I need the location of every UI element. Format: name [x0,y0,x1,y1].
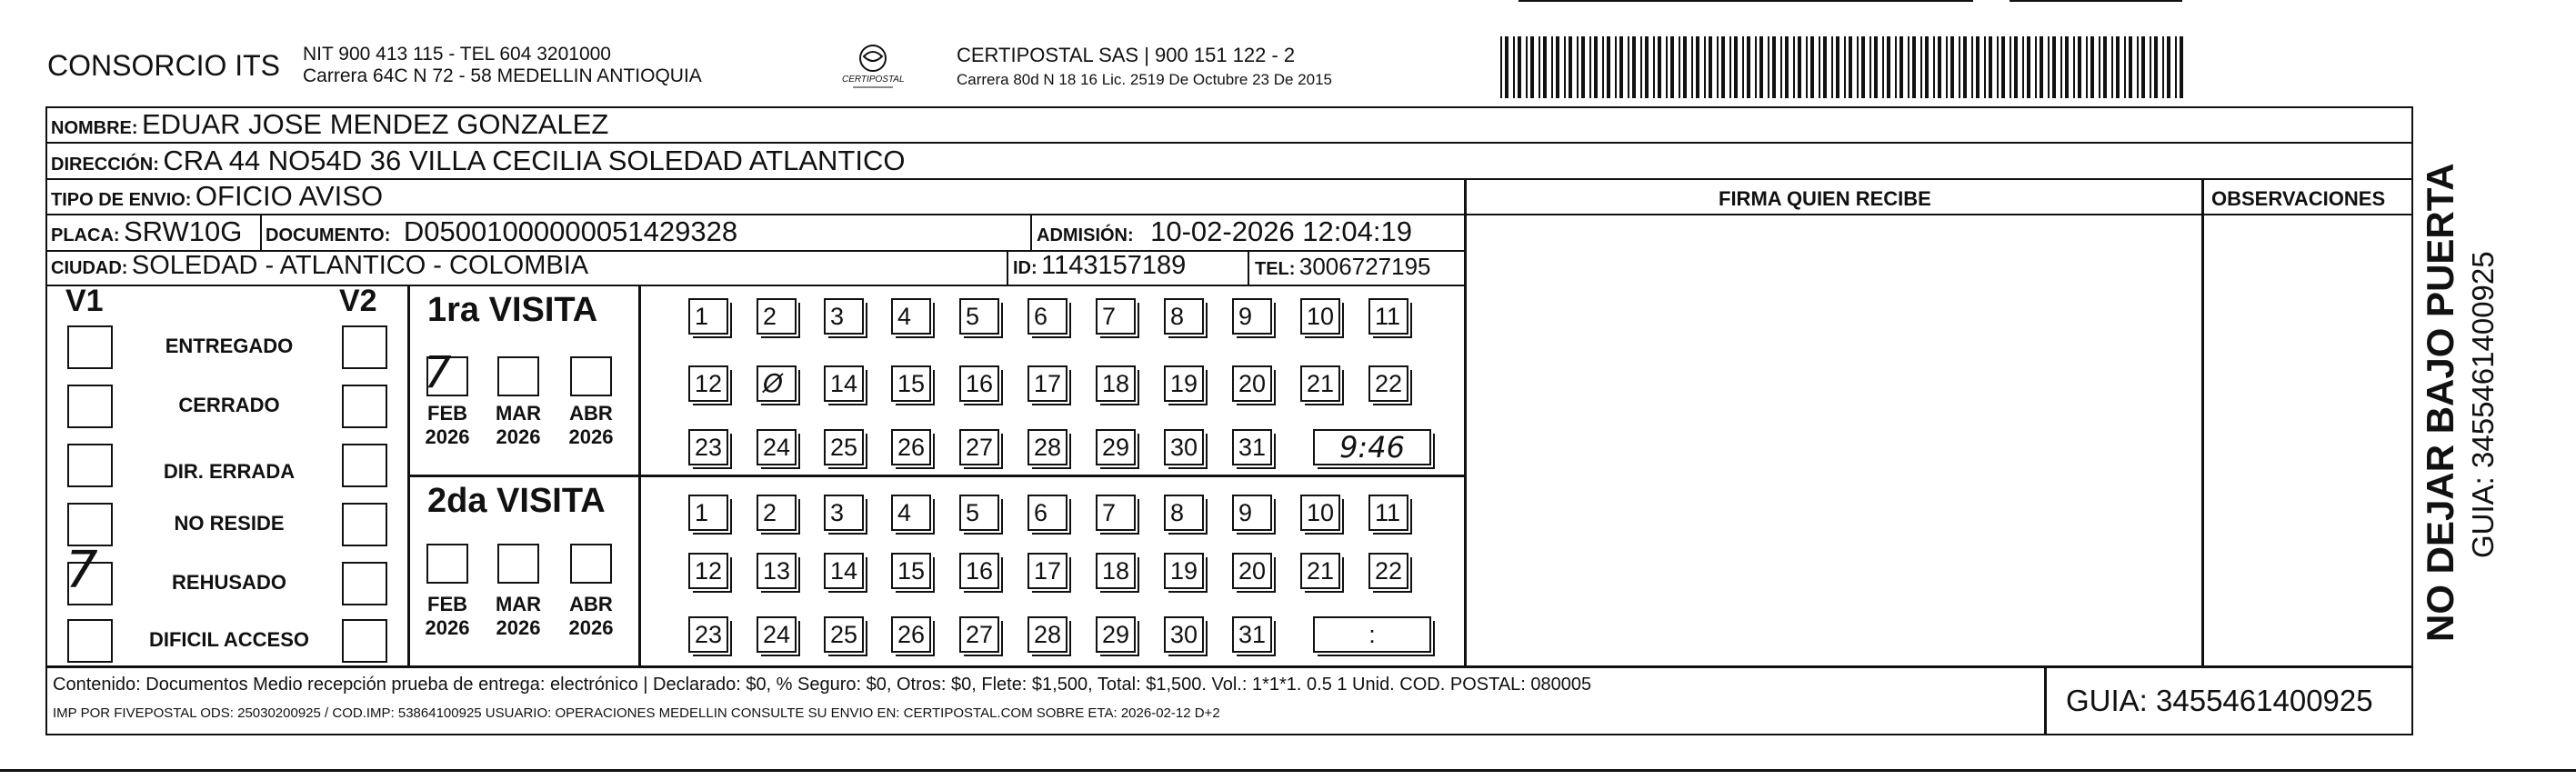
month-checkbox[interactable] [570,544,612,584]
day-box[interactable]: 23 [688,429,728,465]
barcode-bar [1768,36,1769,98]
day-box[interactable]: 24 [757,616,797,653]
barcode-bar [1658,36,1661,98]
barcode-bar [1628,36,1629,98]
barcode-bar [2167,36,2170,98]
admision-value: 10-02-2026 12:04:19 [1150,215,1412,247]
barcode-bar [1594,36,1598,98]
barcode-bar [1717,36,1719,98]
day-box[interactable]: 22 [1368,365,1408,402]
day-box[interactable]: 30 [1164,429,1204,465]
barcode-bar [1874,36,1878,98]
day-box[interactable]: 10 [1300,495,1340,531]
ciudad-label: CIUDAD: [51,258,128,278]
month-year: 2026 [568,616,614,639]
barcode-bar [1938,36,1941,98]
certipostal-logo [837,40,909,95]
day-box[interactable]: 16 [959,553,999,589]
day-box[interactable]: 19 [1164,553,1204,589]
month-label [559,593,623,640]
month-year: 2026 [496,425,541,448]
day-box[interactable]: 10 [1300,298,1340,335]
col-divider-placa [260,214,262,250]
barcode-bar [1810,36,1814,98]
barcode-bar [1530,36,1534,98]
day-box[interactable]: 8 [1164,298,1204,335]
barcode-bar [1721,36,1725,98]
barcode-bar [1679,36,1680,98]
day-box[interactable]: 16 [959,365,999,402]
barcode-bar [1526,36,1528,98]
barcode-bar [2022,36,2024,98]
day-box[interactable]: 2 [757,298,797,335]
barcode-bar [1696,36,1699,98]
status-option-label: DIR. ERRADA [163,460,296,483]
barcode-bar [2162,36,2164,98]
barcode-bar [2048,36,2050,98]
day-box[interactable]: 28 [1027,616,1067,653]
ciudad-row [51,251,588,281]
month-name: MAR [495,402,542,425]
month-checkbox[interactable] [497,356,539,396]
barcode-bar [1844,36,1846,98]
day-box[interactable]: 27 [959,429,999,465]
barcode-bar [1831,36,1833,98]
barcode-bar [1704,36,1706,98]
day-box[interactable]: 26 [891,429,931,465]
row-divider [1466,214,2413,215]
day-box[interactable]: 14 [824,553,864,589]
barcode-bar [1823,36,1827,98]
v1-checkbox[interactable] [67,619,113,663]
footer-guia: GUIA: 3455461400925 [2066,684,2373,717]
row-divider [45,285,1466,286]
day-box[interactable]: 26 [891,616,931,653]
barcode-bar [2129,36,2132,98]
col-divider-obs [2201,178,2204,665]
barcode-bar [1869,36,1871,98]
v2-checkbox[interactable] [342,562,387,605]
barcode-bar [1798,36,1801,98]
status-option-label: NO RESIDE [174,512,285,535]
day-box[interactable]: 17 [1027,553,1067,589]
row-divider [45,178,2413,180]
barcode-bar [1772,36,1776,98]
v2-checkbox[interactable] [342,385,387,428]
barcode-bar [1899,36,1903,98]
day-box[interactable]: 3 [824,495,864,531]
day-box[interactable]: 8 [1164,495,1204,531]
tel-row [1255,253,1431,281]
day-box[interactable]: 4 [891,298,931,335]
barcode-bar [1666,36,1668,98]
barcode-bar [1971,36,1973,98]
month-year: 2026 [425,616,470,639]
month-name: ABR [569,402,613,425]
barcode-bar [1887,36,1890,98]
day-box[interactable]: 29 [1096,616,1136,653]
barcode-bar [2035,36,2037,98]
row-divider [45,142,2413,144]
observaciones-header: OBSERVACIONES [2211,187,2386,210]
barcode-bar [2099,36,2100,98]
top-edge-line [1519,0,1973,2]
month-checkbox[interactable] [570,356,612,396]
col-divider-doc [1030,214,1032,250]
day-box[interactable]: 7 [1096,298,1136,335]
day-box[interactable]: 7 [1096,495,1136,531]
tipo-value: OFICIO AVISO [195,180,384,212]
barcode-bar [1950,36,1954,98]
check-mark-rehusado-v1: 7 [65,541,98,600]
barcode-bar [1709,36,1712,98]
barcode-bar [1734,36,1738,98]
day-box[interactable]: 20 [1232,365,1272,402]
documento-row [266,215,737,248]
month-year: 2026 [568,425,614,448]
day-box[interactable]: 21 [1300,553,1340,589]
barcode-bar [1640,36,1642,98]
day-box[interactable]: 27 [959,616,999,653]
day-box[interactable]: 13 [757,553,797,589]
barcode-bar [2060,36,2062,98]
barcode-bar [1747,36,1750,98]
barcode-bar [1518,36,1521,98]
nombre-label: NOMBRE: [51,118,138,138]
barcode-bar [1577,36,1579,98]
barcode-bar [1619,36,1623,98]
barcode-bar [2052,36,2056,98]
barcode-bar [1861,36,1865,98]
nombre-row [51,108,608,141]
barcode-bar [2154,36,2158,98]
id-row [1013,251,1186,281]
barcode-bar [1755,36,1757,98]
barcode-bar [1607,36,1610,98]
barcode-bar [1505,36,1509,98]
barcode-bar [1556,36,1559,98]
barcode-bar [1653,36,1655,98]
day-box[interactable]: 1 [688,495,728,531]
tel-value: 3006727195 [1298,253,1431,280]
top-edge-line-right [2010,0,2182,2]
barcode-bar [1691,36,1693,98]
barcode-bar [1984,36,1986,98]
status-option-label: REHUSADO [172,571,286,594]
barcode-bar [1920,36,1922,98]
v1-checkbox[interactable] [67,444,113,487]
barcode-bar [2150,36,2151,98]
day-box[interactable]: 11 [1368,298,1408,335]
barcode-bar [2103,36,2107,98]
col-divider-id [1007,250,1008,285]
barcode-bar [2141,36,2145,98]
footer-line1: Contenido: Documentos Medio recepción prueba de entrega: electrónico | Declarado: $0, % Seguro: $0, Otros: $0, Flete: $1,500, Total: $1,500. Vol.: 1*1*1. 0.5 1 Unid. COD. POSTAL: 080005 [53,675,1592,695]
month-name: ABR [569,593,613,615]
status-option-label: ENTREGADO [165,335,294,357]
barcode [1500,36,2187,98]
courier-line2: Carrera 80d N 18 16 Lic. 2519 De Octubre 23 De 2015 [957,71,1332,88]
v2-checkbox[interactable] [342,503,387,546]
barcode-bar [1963,36,1967,98]
month-label [559,402,623,449]
bottom-edge-line [0,769,2576,772]
v2-checkbox[interactable] [342,325,387,369]
barcode-bar [1806,36,1808,98]
direccion-label: DIRECCIÓN: [51,155,159,175]
barcode-bar [1513,36,1515,98]
barcode-bar [1742,36,1744,98]
day-box[interactable]: 11 [1368,495,1408,531]
day-box[interactable]: 9 [1232,298,1272,335]
barcode-bar [2111,36,2113,98]
barcode-bar [2065,36,2069,98]
barcode-bar [1645,36,1649,98]
barcode-bar [1997,36,1999,98]
barcode-bar [2027,36,2030,98]
firma-header: FIRMA QUIEN RECIBE [1719,187,1931,210]
day-box[interactable]: 15 [891,553,931,589]
time-value: : [1368,621,1376,648]
footer-guia-divider [2044,665,2047,735]
col-divider-tel [1248,250,1249,285]
barcode-bar [1759,36,1763,98]
month-name: FEB [427,402,467,425]
barcode-bar [1780,36,1782,98]
placa-label: PLACA: [51,225,120,245]
form-frame [45,106,2413,735]
placa-row [51,215,242,248]
barcode-bar [1729,36,1731,98]
logo-text: CERTIPOSTAL [842,75,905,85]
day-box[interactable] [757,365,797,402]
v1-checkbox[interactable] [67,503,113,546]
ciudad-value: SOLEDAD - ATLANTICO - COLOMBIA [131,251,589,280]
day-box[interactable]: 31 [1232,429,1272,465]
barcode-bar [2090,36,2094,98]
barcode-bar [2116,36,2120,98]
day-box[interactable]: 12 [688,365,728,402]
first-visit-title: 1ra VISITA [427,291,598,329]
company-info-line1: NIT 900 413 115 - TEL 604 3201000 [303,44,611,65]
barcode-bar [2073,36,2075,98]
barcode-bar [1849,36,1852,98]
barcode-bar [1615,36,1617,98]
barcode-bar [1785,36,1789,98]
barcode-bar [1989,36,1992,98]
barcode-bar [1602,36,1604,98]
time-box[interactable] [1313,429,1431,465]
barcode-bar [2180,36,2183,98]
barcode-bar [2137,36,2139,98]
month-checkbox[interactable] [426,544,468,584]
day-box[interactable]: 30 [1164,616,1204,653]
month-label [486,402,550,449]
v1-checkbox[interactable] [67,385,113,428]
day-box[interactable]: 5 [959,495,999,531]
barcode-bar [1581,36,1585,98]
barcode-bar [1683,36,1687,98]
barcode-bar [1912,36,1916,98]
tel-label: TEL: [1255,259,1296,279]
barcode-bar [1895,36,1897,98]
barcode-bar [2175,36,2177,98]
v2-label: V2 [339,284,377,318]
month-year: 2026 [425,425,470,448]
day-box[interactable]: 29 [1096,429,1136,465]
day-box[interactable]: 17 [1027,365,1067,402]
barcode-bar [2124,36,2126,98]
day-box[interactable]: 1 [688,298,728,335]
barcode-bar [1670,36,1674,98]
day-box[interactable]: 28 [1027,429,1067,465]
documento-label: DOCUMENTO: [266,225,391,245]
day-box[interactable]: 21 [1300,365,1340,402]
col-divider-firma [1464,178,1467,665]
barcode-bar [1908,36,1909,98]
barcode-bar [1976,36,1980,98]
id-value: 1143157189 [1041,251,1187,280]
footer-line2: IMP POR FIVEPOSTAL ODS: 25030200925 / COD.IMP: 53864100925 USUARIO: OPERACIONES MEDELLIN CONSULTE SU ENVIO EN: CERTIPOSTAL.COM SOBRE ETA: 2026-02-12 D+2 [53,705,1220,721]
month-year: 2026 [496,616,541,639]
v2-checkbox[interactable] [342,619,387,663]
barcode-bar [2086,36,2088,98]
barcode-bar [1933,36,1935,98]
barcode-bar [1569,36,1572,98]
month-label [416,593,479,640]
barcode-bar [2078,36,2081,98]
tipo-row [51,180,383,213]
day-box[interactable]: 3 [824,298,864,335]
barcode-bar [1946,36,1948,98]
barcode-bar [1632,36,1636,98]
visit-divider [407,475,1464,477]
day-box[interactable]: 31 [1232,616,1272,653]
tipo-label: TIPO DE ENVIO: [51,190,192,210]
barcode-bar [2014,36,2018,98]
barcode-bar [1551,36,1553,98]
day-box[interactable]: 6 [1027,298,1067,335]
day-box[interactable]: 9 [1232,495,1272,531]
day-box[interactable]: 20 [1232,553,1272,589]
day-box[interactable]: 2 [757,495,797,531]
direccion-row [51,145,905,177]
day-box[interactable]: 22 [1368,553,1408,589]
v2-checkbox[interactable] [342,444,387,487]
day-box[interactable]: 25 [824,429,864,465]
day-box[interactable]: 6 [1027,495,1067,531]
nombre-value: EDUAR JOSE MENDEZ GONZALEZ [142,108,609,140]
day-box[interactable]: 25 [824,616,864,653]
month-label [486,593,550,640]
documento-value: D05001000000051429328 [403,215,738,247]
company-info-line2: Carrera 64C N 72 - 58 MEDELLIN ANTIOQUIA [303,65,702,86]
status-option-label: DIFICIL ACCESO [148,628,309,651]
day-box[interactable]: 15 [891,365,931,402]
status-option-label: CERRADO [178,394,280,416]
barcode-bar [1857,36,1859,98]
time-value: 9:46 [1339,430,1405,465]
barcode-bar [1564,36,1566,98]
barcode-bar [1500,36,1502,98]
footer-divider [45,665,2413,668]
barcode-bar [2040,36,2043,98]
barcode-bar [1539,36,1540,98]
month-name: MAR [495,593,542,615]
v1-label: V1 [65,284,104,318]
id-label: ID: [1013,258,1037,278]
side-guia: GUIA: 3455461400925 [2466,251,2500,558]
check-mark-feb-first: 7 [424,347,452,398]
day-box[interactable]: 12 [688,553,728,589]
second-visit-title: 2da VISITA [427,482,606,520]
side-warning: NO DEJAR BAJO PUERTA [2419,163,2461,642]
placa-value: SRW10G [124,215,243,247]
barcode-bar [1589,36,1591,98]
month-label [416,402,479,449]
month-name: FEB [427,593,467,615]
direccion-value: CRA 44 NO54D 36 VILLA CECILIA SOLEDAD ATLANTICO [163,145,906,176]
admision-label: ADMISIÓN: [1037,225,1134,245]
day-box[interactable]: 14 [824,365,864,402]
barcode-bar [2001,36,2005,98]
day-box[interactable]: 23 [688,616,728,653]
barcode-bar [1836,36,1839,98]
barcode-bar [1793,36,1795,98]
day-box[interactable]: 24 [757,429,797,465]
barcode-bar [1543,36,1547,98]
time-box[interactable] [1313,616,1431,653]
company-name: CONSORCIO ITS [47,49,281,82]
day-box[interactable]: 4 [891,495,931,531]
day-box[interactable]: 5 [959,298,999,335]
admision-row [1037,215,1412,248]
day-box[interactable]: 18 [1096,553,1136,589]
day-marked: Ø [763,368,784,398]
barcode-bar [1819,36,1820,98]
barcode-bar [2010,36,2011,98]
month-checkbox[interactable] [497,544,539,584]
barcode-bar [1925,36,1929,98]
barcode-bar [1882,36,1884,98]
month-grid-divider [638,285,641,665]
day-box[interactable]: 18 [1096,365,1136,402]
day-box[interactable]: 19 [1164,365,1204,402]
barcode-bar [1959,36,1960,98]
courier-line1: CERTIPOSTAL SAS | 900 151 122 - 2 [957,44,1296,66]
v1-checkbox[interactable] [67,325,113,369]
